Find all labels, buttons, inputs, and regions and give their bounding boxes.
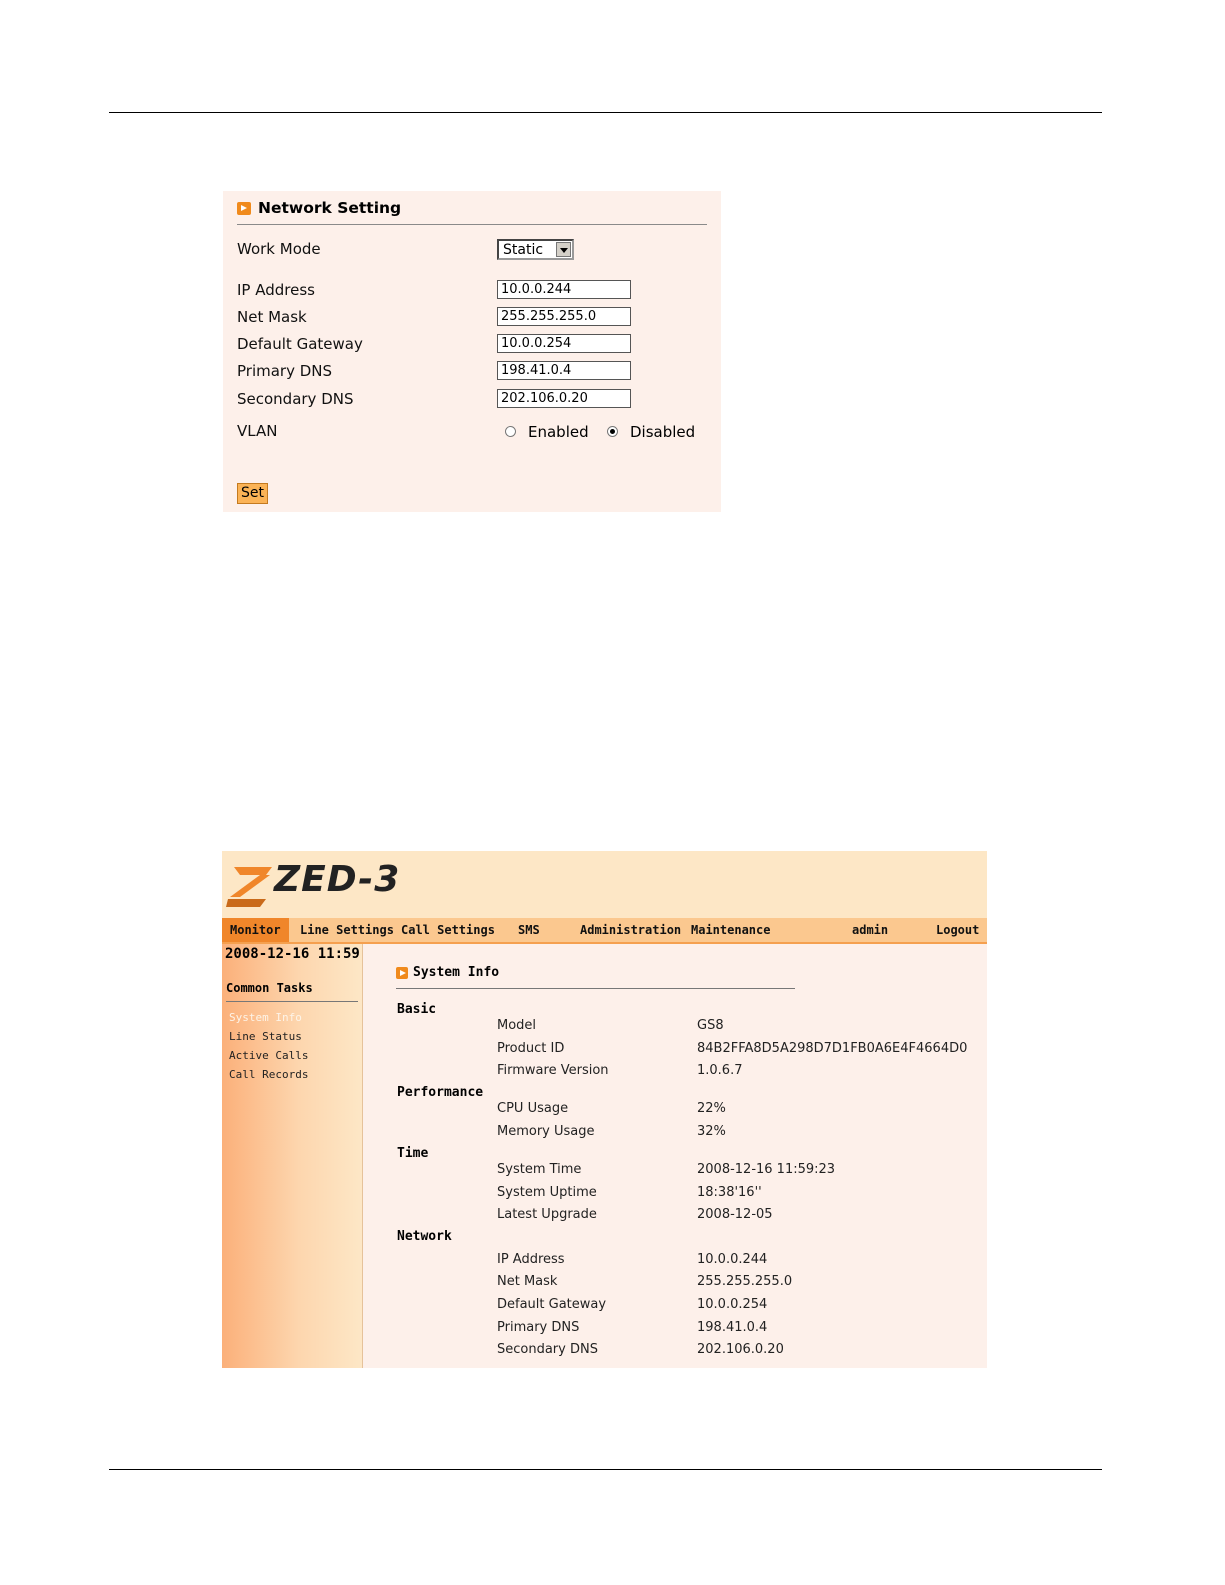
info-key: Net Mask	[497, 1274, 558, 1289]
net-mask-input[interactable]	[497, 307, 631, 326]
nav-administration[interactable]: Administration	[580, 923, 682, 937]
info-key: Firmware Version	[497, 1063, 609, 1078]
work-mode-label: Work Mode	[237, 240, 321, 258]
group-performance: Performance	[397, 1085, 484, 1100]
primary-dns-label: Primary DNS	[237, 362, 333, 380]
logo-text: ZED-3	[274, 859, 401, 900]
nav-sms[interactable]: SMS	[518, 923, 540, 937]
vlan-enabled-label: Enabled	[528, 423, 589, 441]
info-key: IP Address	[497, 1252, 565, 1267]
zed3-logo-icon	[226, 863, 276, 907]
group-time: Time	[397, 1146, 429, 1161]
arrow-right-icon	[237, 202, 251, 215]
primary-dns-input[interactable]	[497, 361, 631, 380]
ip-address-label: IP Address	[237, 281, 315, 299]
info-key: Default Gateway	[497, 1297, 607, 1312]
common-tasks-heading: Common Tasks	[226, 981, 313, 995]
nav-maintenance[interactable]: Maintenance	[691, 923, 771, 937]
secondary-dns-label: Secondary DNS	[237, 390, 354, 408]
divider	[396, 988, 795, 989]
info-value: 1.0.6.7	[697, 1063, 743, 1078]
info-key: Secondary DNS	[497, 1342, 598, 1357]
info-value: 202.106.0.20	[697, 1342, 784, 1357]
page-bottom-rule	[109, 1469, 1102, 1470]
default-gateway-label: Default Gateway	[237, 335, 363, 353]
network-setting-panel	[223, 191, 721, 512]
vlan-disabled-radio[interactable]	[607, 426, 618, 437]
panel-title: Network Setting	[258, 199, 402, 217]
arrow-right-icon	[396, 967, 408, 979]
work-mode-value: Static	[503, 242, 544, 258]
nav-monitor[interactable]: Monitor	[222, 918, 289, 942]
info-value: 22%	[697, 1101, 726, 1116]
nav-call-settings[interactable]: Call Settings	[401, 923, 495, 937]
ip-address-input[interactable]	[497, 280, 631, 299]
network-setting-header	[237, 199, 401, 217]
info-value: 255.255.255.0	[697, 1274, 793, 1289]
info-value: 10.0.0.254	[697, 1297, 768, 1312]
system-info-title: System Info	[413, 965, 500, 980]
nav-admin-user[interactable]: admin	[852, 923, 889, 937]
task-line-status[interactable]: Line Status	[229, 1030, 302, 1043]
info-key: System Time	[497, 1162, 582, 1177]
task-system-info[interactable]: System Info	[229, 1011, 302, 1024]
nav-line-settings[interactable]: Line Settings	[300, 923, 394, 937]
secondary-dns-input[interactable]	[497, 389, 631, 408]
task-active-calls[interactable]: Active Calls	[229, 1049, 309, 1062]
info-key: CPU Usage	[497, 1101, 569, 1116]
set-button[interactable]: Set	[237, 483, 268, 504]
info-value: 84B2FFA8D5A298D7D1FB0A6E4F4664D0	[697, 1041, 968, 1056]
vlan-enabled-radio[interactable]	[505, 426, 516, 437]
app-header	[222, 851, 987, 918]
divider	[226, 1001, 358, 1002]
info-value: 2008-12-05	[697, 1207, 773, 1222]
top-nav	[222, 918, 987, 944]
info-key: Primary DNS	[497, 1320, 580, 1335]
divider	[237, 224, 707, 225]
vlan-label: VLAN	[237, 422, 278, 440]
info-value: GS8	[697, 1018, 724, 1033]
info-value: 18:38'16''	[697, 1185, 762, 1200]
current-datetime: 2008-12-16 11:59	[225, 946, 360, 962]
group-network: Network	[397, 1229, 452, 1244]
info-value: 2008-12-16 11:59:23	[697, 1162, 836, 1177]
nav-logout[interactable]: Logout	[936, 923, 980, 937]
chevron-down-icon[interactable]	[556, 242, 571, 257]
info-value: 32%	[697, 1124, 726, 1139]
group-basic: Basic	[397, 1002, 437, 1017]
task-call-records[interactable]: Call Records	[229, 1068, 309, 1081]
net-mask-label: Net Mask	[237, 308, 307, 326]
info-key: Model	[497, 1018, 537, 1033]
default-gateway-input[interactable]	[497, 334, 631, 353]
info-key: Memory Usage	[497, 1124, 595, 1139]
work-mode-select[interactable]	[497, 239, 574, 260]
sidebar	[222, 944, 363, 1368]
info-key: Latest Upgrade	[497, 1207, 597, 1222]
info-key: System Uptime	[497, 1185, 597, 1200]
info-key: Product ID	[497, 1041, 565, 1056]
system-info-header	[396, 965, 499, 980]
system-info-screenshot	[222, 851, 987, 1368]
info-value: 10.0.0.244	[697, 1252, 768, 1267]
vlan-disabled-label: Disabled	[630, 423, 696, 441]
info-value: 198.41.0.4	[697, 1320, 768, 1335]
page-top-rule	[109, 112, 1102, 113]
